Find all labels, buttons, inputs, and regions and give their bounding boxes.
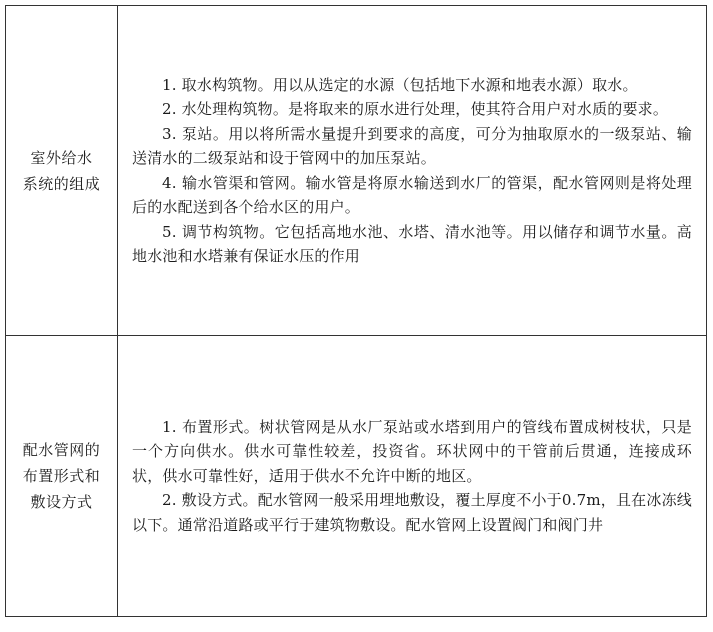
row-label-line: 配水管网的	[22, 441, 101, 459]
list-item: 2. 水处理构筑物。是将取来的原水进行处理，使其符合用户对水质的要求。	[162, 100, 669, 118]
row-label-line: 布置形式和	[22, 467, 101, 485]
row-content-cell	[118, 336, 707, 617]
row-content-cell	[118, 6, 707, 336]
list-item: 5. 调节构筑物。它包括高地水池、水塔、清水池等。用以储存和调节水量。高地水池和水塔兼有保证水压的作用	[132, 222, 692, 265]
list-item: 3. 泵站。用以将所需水量提升到要求的高度，可分为抽取原水的一级泵站、输送清水的二级泵站和设于管网中的加压泵站。	[132, 124, 692, 167]
table-row	[6, 6, 707, 336]
row-label-cell	[6, 6, 118, 336]
list-item: 2. 敷设方式。配水管网一般采用埋地敷设，覆土厚度不小于0.7m，且在冰冻线以下。通常沿道路或平行于建筑物敷设。配水管网上设置阀门和阀门井	[132, 491, 692, 534]
row-label-line: 室外给水	[30, 148, 93, 167]
table-row	[6, 336, 707, 617]
list-item: 4. 输水管渠和管网。输水管是将原水输送到水厂的管渠，配水管网则是将处理后的水配送到各个给水区的用户。	[132, 173, 692, 216]
row-label-line: 系统的组成	[22, 174, 101, 193]
row-label-line: 敷设方式	[30, 493, 93, 511]
list-item: 1. 取水构筑物。用以从选定的水源（包括地下水源和地表水源）取水。	[162, 75, 638, 94]
document-table	[5, 5, 707, 617]
row-label-cell	[6, 336, 118, 617]
list-item: 1. 布置形式。树状管网是从水厂泵站或水塔到用户的管线布置成树枝状，只是一个方向供水。供水可靠性较差，投资省。环状网中的干管前后贯通，连接成环状，供水可靠性好，适用于供水不允许中断的地区。	[132, 417, 692, 485]
